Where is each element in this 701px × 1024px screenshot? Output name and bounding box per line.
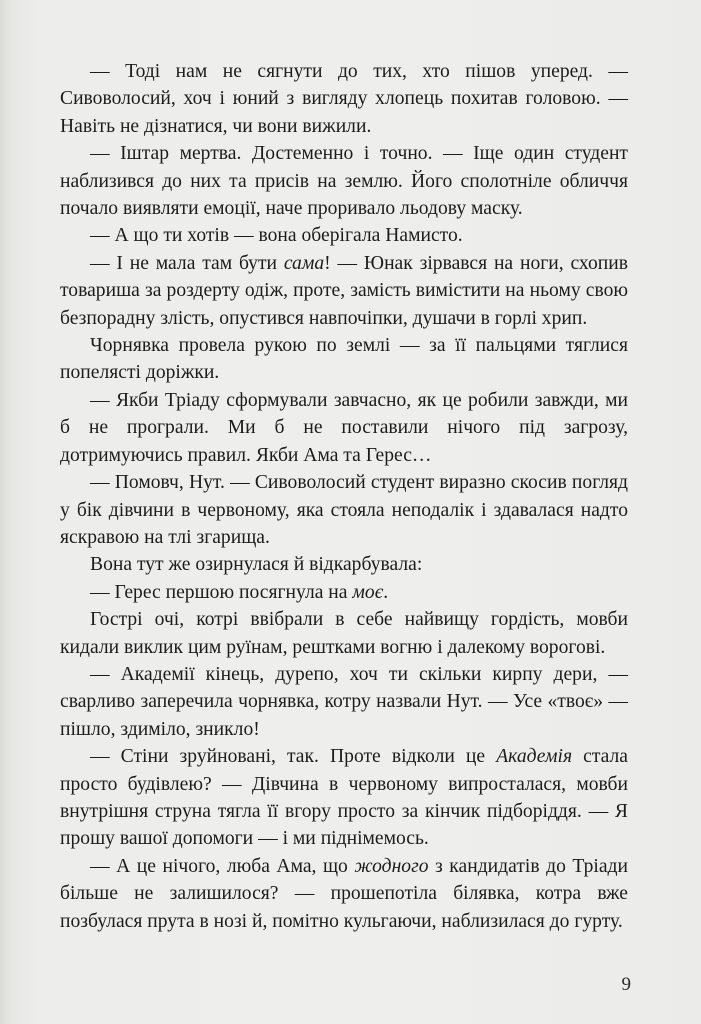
paragraph: — Герес першою посягнула на моє.: [90, 581, 389, 603]
paragraph: Вона тут же озирнулася й відкарбувала:: [90, 554, 423, 576]
paragraph: — Тоді нам не сягнути до тих, хто пішов уперед. — Сивоволосий, хоч і юний з вигляду хлопець похитав головою. — Навіть не дізнатися, чи вони вижили.: [60, 61, 628, 137]
paragraph: — Помовч, Нут. — Сивоволосий студент виразно скосив погляд у бік дівчини в червоному, яка стояла неподалік і здавалася надто яскравою на тлі згарища.: [60, 472, 628, 548]
paragraph: — Стіни зруйновані, так. Проте відколи це Академія стала просто будівлею? — Дівчина в червоному випросталася, мовби внутрішня струна тягла її вгору просто за кінчик підборіддя. — Я прошу вашої допомоги — і ми піднімемось.: [60, 746, 628, 850]
paragraph: Гострі очі, котрі ввібрали в себе найвищу гордість, мовби кидали виклик цим руїнам, рештками вогню і далекому ворогові.: [60, 609, 628, 658]
paragraph: — Академії кінець, дурепо, хоч ти скільки кирпу дери, — сварливо заперечила чорнявка, котру назвали Нут. — Усе «твоє» — пішло, здиміло, зникло!: [60, 663, 628, 740]
paragraph: — Іштар мертва. Достеменно і точно. — Іще один студент наблизився до них та присів на землю. Його сполотніле обличчя почало виявляти емоції, наче проривало льодову маску.: [60, 143, 628, 220]
paragraph: Чорнявка провела рукою по землі — за її пальцями тяглися попелясті доріжки.: [60, 335, 628, 384]
body-text: [60, 58, 628, 935]
emphasis: сама: [283, 252, 325, 274]
paragraph: — Якби Тріаду сформували завчасно, як це робили завжди, ми б не програли. Ми б не поставили нічого під загрозу, дотримуючись правил. Якби Ама та Герес…: [60, 389, 628, 466]
emphasis: Академія: [496, 746, 573, 768]
emphasis: моє: [352, 581, 384, 603]
paragraph: — І не мала там бути сама! — Юнак зірвався на ноги, схопив товариша за роздерту одіж, проте, замість вимістити на ньому свою безпорадну злість, опустився навпочіпки, душачи в горлі хрип.: [60, 252, 628, 329]
paragraph: — А це нічого, люба Ама, що жодного з кандидатів до Тріади більше не залишилося? — прошепотіла білявка, котра вже позбулася прута в нозі й, помітно кульгаючи, наблизилася до гурту.: [60, 855, 629, 932]
paragraph: — А що ти хотів — вона оберігала Намисто.: [90, 225, 463, 247]
page-number: 9: [621, 974, 631, 995]
emphasis: жодного: [354, 855, 429, 877]
